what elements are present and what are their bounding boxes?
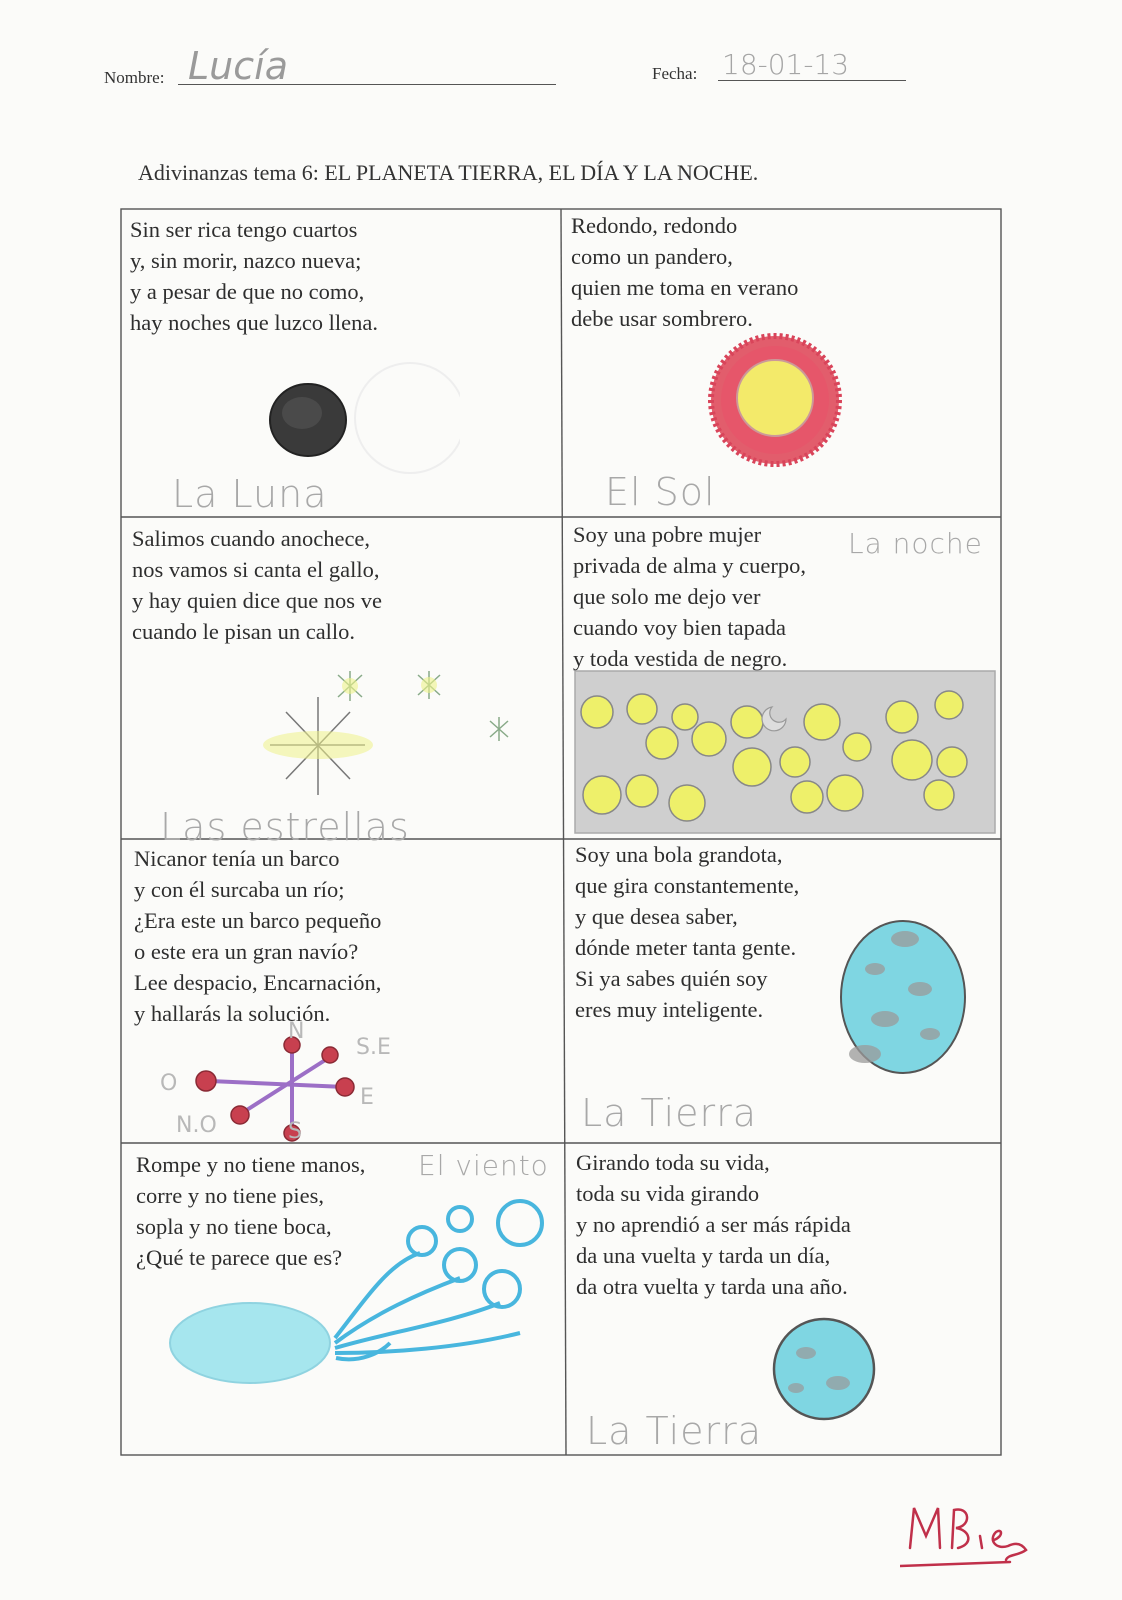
stars-drawing [250, 657, 550, 807]
riddle-line: como un pandero, [571, 244, 733, 269]
name-label: Nombre: [104, 68, 165, 87]
riddle-line: y hallarás la solución. [134, 1001, 331, 1026]
riddle-line: da una vuelta y tarda un día, [576, 1243, 831, 1268]
riddle-line: y, sin morir, nazco nueva; [130, 248, 362, 273]
riddle-line: Lee despacio, Encarnación, [134, 970, 382, 995]
riddle-line: cuando le pisan un callo. [132, 619, 356, 644]
riddle-line: y que desea saber, [575, 904, 738, 929]
wind-drawing [160, 1193, 560, 1393]
riddle-cell-2 [561, 208, 1001, 517]
riddles-table [120, 208, 1020, 1484]
date-value: 18-01-13 [722, 48, 850, 81]
riddle-cell-7 [120, 1143, 566, 1455]
answer-1: La Luna [172, 472, 328, 516]
riddle-line: Rompe y no tiene manos, [136, 1152, 366, 1177]
date-label: Fecha: [652, 64, 698, 83]
compass-label-e: E [360, 1085, 374, 1110]
riddle-line: Sin ser rica tengo cuartos [130, 217, 358, 242]
compass-label-n: N [288, 1019, 305, 1044]
riddle-line: que solo me dejo ver [573, 584, 761, 609]
riddle-cell-3 [120, 517, 563, 849]
riddle-line: Si ya sabes quién soy [575, 966, 768, 991]
compass-label-s: S [288, 1119, 302, 1144]
riddle-line: corre y no tiene pies, [136, 1183, 325, 1208]
riddle-line: dónde meter tanta gente. [575, 935, 797, 960]
name-value: Lucía [188, 44, 288, 88]
riddle-line: Nicanor tenía un barco [134, 846, 340, 871]
sun-drawing [701, 326, 851, 476]
riddle-text-4 [573, 519, 806, 674]
answer-7: El viento [418, 1149, 549, 1182]
riddle-line: y toda vestida de negro. [573, 646, 788, 671]
riddle-line: toda su vida girando [576, 1181, 760, 1206]
riddle-cell-6 [565, 839, 1001, 1143]
moon-drawing [260, 358, 460, 488]
riddle-line: y a pesar de que no como, [130, 279, 365, 304]
riddle-line: que gira constantemente, [575, 873, 800, 898]
riddle-line: debe usar sombrero. [571, 306, 753, 331]
riddle-line: hay noches que luzco llena. [130, 310, 379, 335]
riddle-text-6 [575, 839, 799, 1025]
riddle-line: privada de alma y cuerpo, [573, 553, 807, 578]
answer-2: El Sol [605, 470, 716, 514]
page-title: Adivinanzas tema 6: EL PLANETA TIERRA, EL DÍA Y LA NOCHE. [138, 160, 759, 185]
riddle-cell-5 [120, 839, 565, 1143]
riddle-text-3 [132, 523, 382, 647]
answer-4: La noche [848, 527, 983, 560]
riddle-line: Redondo, redondo [571, 213, 738, 238]
riddle-line: Salimos cuando anochece, [132, 526, 371, 551]
riddle-line: y hay quien dice que nos ve [132, 588, 382, 613]
compass-label-se: S.E [356, 1035, 391, 1060]
riddle-line: y con él surcaba un río; [134, 877, 345, 902]
riddle-cell-1 [120, 208, 561, 517]
teacher-signature [900, 1500, 1040, 1570]
riddle-line: y no aprendió a ser más rápida [576, 1212, 851, 1237]
riddle-cell-4 [563, 517, 1001, 839]
riddle-text-2 [571, 210, 798, 334]
riddle-line: ¿Era este un barco pequeño [134, 908, 382, 933]
riddle-line: ¿Qué te parece que es? [136, 1245, 343, 1270]
riddle-line: Girando toda su vida, [576, 1150, 770, 1175]
answer-3: Las estrellas [160, 805, 410, 849]
earth-drawing [835, 909, 975, 1079]
riddle-line: o este era un gran navío? [134, 939, 359, 964]
riddle-line: cuando voy bien tapada [573, 615, 787, 640]
riddle-line: da otra vuelta y tarda una año. [576, 1274, 848, 1299]
riddle-line: nos vamos si canta el gallo, [132, 557, 380, 582]
riddle-line: quien me toma en verano [571, 275, 799, 300]
night-sky-drawing [567, 667, 999, 835]
riddle-line: eres muy inteligente. [575, 997, 764, 1022]
riddle-line: Soy una bola grandota, [575, 842, 783, 867]
riddle-text-8 [576, 1147, 851, 1302]
riddle-text-5 [134, 843, 381, 1029]
riddle-line: sopla y no tiene boca, [136, 1214, 332, 1239]
compass-label-o: O [160, 1071, 178, 1096]
answer-8: La Tierra [586, 1409, 763, 1453]
answer-6: La Tierra [581, 1091, 758, 1135]
riddle-text-1 [130, 214, 378, 338]
compass-label-no: N.O [176, 1113, 217, 1138]
riddle-line: Soy una pobre mujer [573, 522, 762, 547]
riddle-cell-8 [566, 1143, 1001, 1455]
small-earth-drawing [766, 1313, 886, 1433]
